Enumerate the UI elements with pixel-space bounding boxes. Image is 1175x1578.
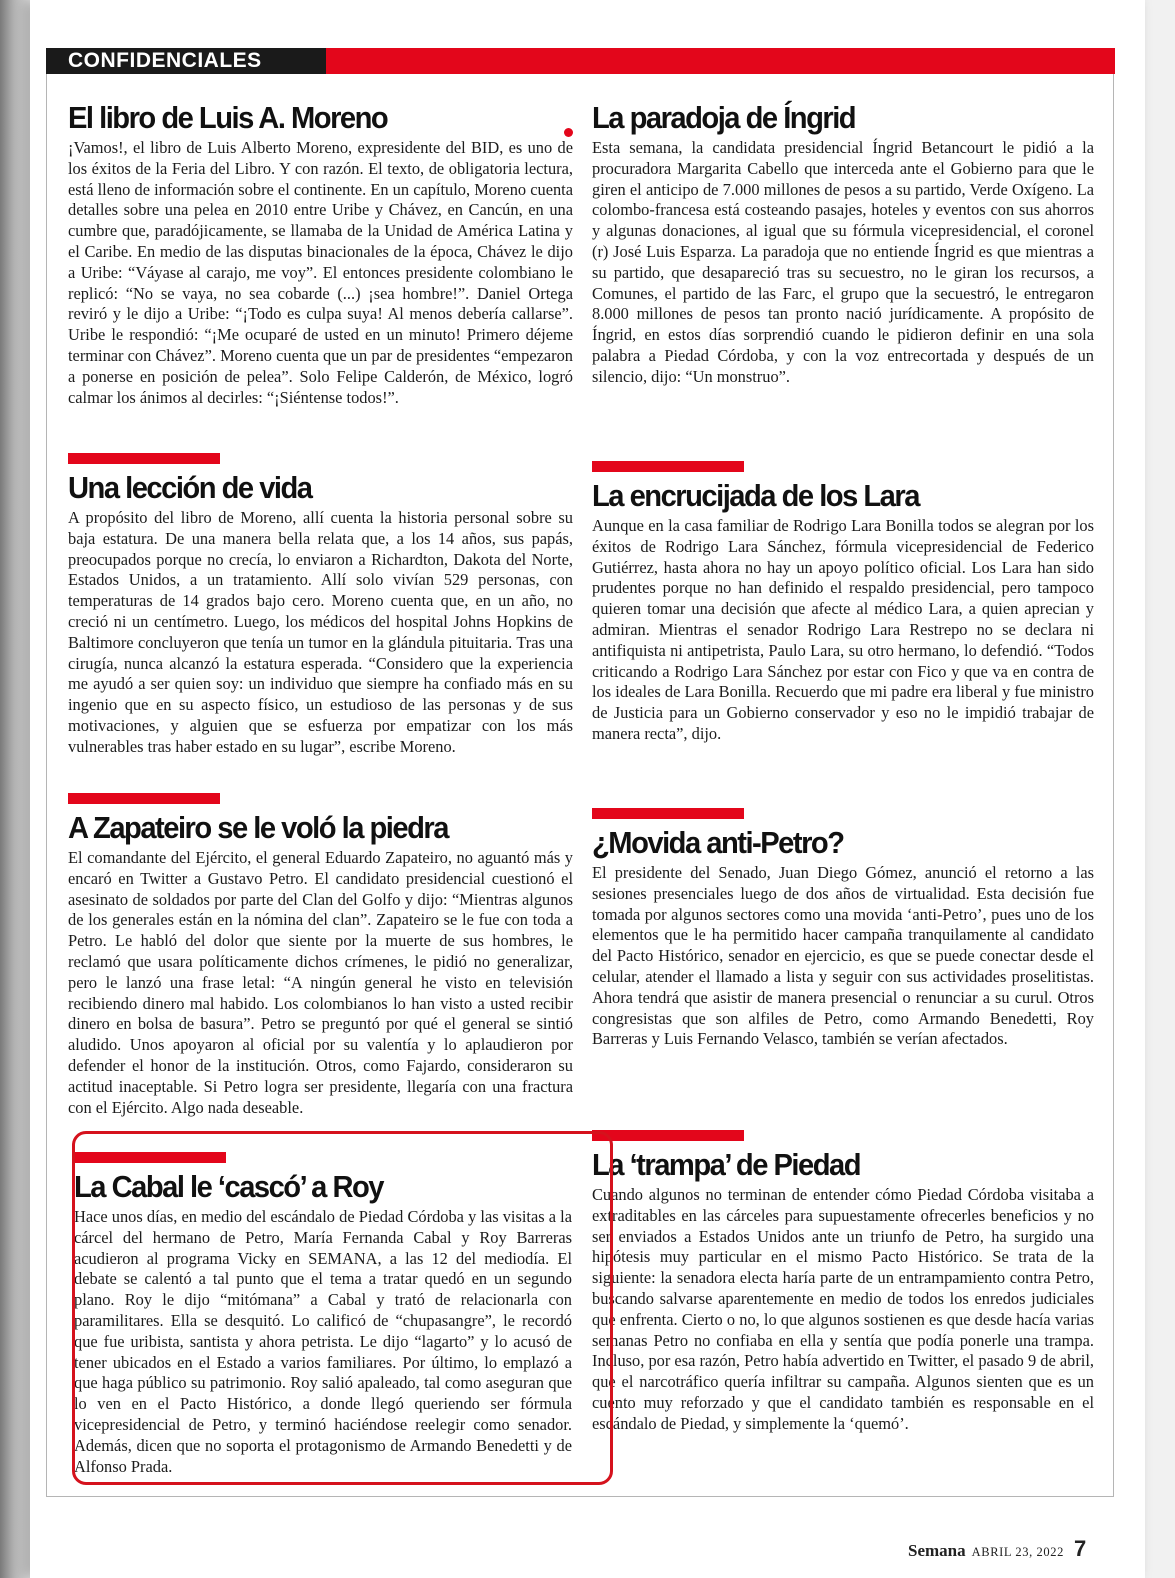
- article-leccion-vida: [68, 453, 573, 758]
- article-paradoja-ingrid: [592, 100, 1094, 388]
- issue-date: ABRIL 23, 2022: [971, 1545, 1064, 1559]
- highlight-box: [72, 1131, 613, 1485]
- article-title: La Cabal le ‘cascó’ a Roy: [74, 1169, 384, 1204]
- article-encrucijada-lara: [592, 461, 1094, 745]
- page-footer: [908, 1536, 1128, 1566]
- article-trampa-piedad: [592, 1130, 1094, 1435]
- magazine-name: Semana: [908, 1541, 966, 1560]
- article-accent-bar: [592, 1130, 744, 1141]
- section-title: CONFIDENCIALES: [46, 48, 326, 74]
- article-body: Cuando algunos no terminan de entender cómo Piedad Córdoba visitaba a extraditables en las cárceles para supuestamente ofrecerles beneficios y no ser enviados a Estados Unidos ante un triunfo de Petro, ha surgido una hipótesis muy particular en el mismo Pacto Histórico. Se trata de la siguiente: la senadora electa haría parte de un entrampamiento contra Petro, buscando salvarse aparentemente en medio de todos los enredos judiciales que enfrenta. Cierto o no, lo que algunos sostienen es que desde hacía varias semanas Petro no confiaba en ella y sentía que podía ponerle una trampa. Incluso, por esa razón, Petro había advertido en Twitter, el pasado 9 de abril, que el narcotráfico quería infiltrar su campaña. Algunos sienten que es un cuento muy reforzado y que el candidato también es responsable en el escándalo de Piedad, y simplemente la ‘quemó’.: [592, 1185, 1094, 1433]
- article-body: ¡Vamos!, el libro de Luis Alberto Moreno, expresidente del BID, es uno de los éxitos de la Feria del Libro. Y con razón. El texto, de obligatoria lectura, está lleno de información sobre el continente. En un capítulo, Moreno cuenta detalles sobre una pelea en 2010 entre Uribe y Chávez, en Cancún, en una cumbre que, paradójicamente, se llamaba de la Unidad de América Latina y el Caribe. En medio de las disputas binacionales de la época, Chávez le dijo a Uribe: “Váyase al carajo, me voy”. El entonces presidente colombiano le replicó: “No se vaya, no sea cobarde (...) ¡sea hombre!”. Daniel Ortega reviró y le dijo a Uribe: “¡Todo es culpa suya! Al menos debería callarse”. Uribe le respondió: “¡Me ocuparé de usted en un minuto! Primero déjeme terminar con Chávez”. Moreno cuenta que un par de presidentes “empezaron a ponerse en posición de pelea”. Solo Felipe Calderón, de México, logró calmar los ánimos al decirles: “¡Siéntense todos!”.: [68, 138, 573, 407]
- article-accent-bar: [592, 808, 744, 819]
- article-body: El presidente del Senado, Juan Diego Gómez, anunció el retorno a las sesiones presenciales luego de dos años de virtualidad. Esta decisión fue tomada por algunos sectores como una movida ‘anti-Petro’, pues uno de los elementos que le ha permitido hacer campaña tranquilamente al candidato del Pacto Histórico, senador en ejercicio, es que se puede conectar desde el celular, atender el llamado a lista y seguir con sus actividades proselitistas. Ahora tendrá que asistir de manera presencial o renunciar a su curul. Otros congresistas que son alfiles de Petro, como Armando Benedetti, Roy Barreras y Luis Fernando Velasco, también se verían afectados.: [592, 863, 1094, 1049]
- article-title: La paradoja de Íngrid: [592, 100, 856, 135]
- article-accent-bar: [68, 793, 220, 804]
- article-zapateiro: [68, 793, 573, 1118]
- article-body: Hace unos días, en medio del escándalo de Piedad Córdoba y las visitas a la cárcel del hermano de Petro, María Fernanda Cabal y Roy Barreras acudieron al programa Vicky en SEMANA, a las 12 del mediodía. El debate se calentó a tal punto que el tema a tratar quedó en un segundo plano. Roy le dijo “mitómana” a Cabal y trató de relacionarla con paramilitares. Ella se desquitó. Lo calificó de “chupasangre”, le recordó que fue uribista, santista y ahora petrista. Le dijo “lagarto” y lo acusó de tener ubicados en el Estado a varios familiares. Por último, lo emplazó a que haga público su patrimonio. Roy salió apaleado, tal como aseguran que lo ven en el Pacto Histórico, a donde llegó queriendo ser fórmula vicepresidencial de Petro, y terminó haciéndose reelegir como senador. Además, dicen que no soporta el protagonismo de Armando Benedetti y de Alfonso Prada.: [74, 1207, 572, 1476]
- article-title: Una lección de vida: [68, 470, 312, 505]
- section-header-bar: [46, 48, 1115, 74]
- article-title: La ‘trampa’ de Piedad: [592, 1147, 861, 1182]
- article-title: ¿Movida anti-Petro?: [592, 825, 844, 860]
- article-libro-moreno: [68, 100, 573, 408]
- page-number: 7: [1073, 1536, 1087, 1561]
- article-title: La encrucijada de los Lara: [592, 478, 919, 513]
- article-accent-bar: [592, 461, 744, 472]
- article-body: El comandante del Ejército, el general Eduardo Zapateiro, no aguantó más y encaró en Twitter a Gustavo Petro. El candidato presidencial cuestionó el asesinato de soldados por parte del Clan del Golfo y dijo: “Mientras algunos de los generales están en la nómina del clan”. Zapateiro se le fue con toda a Petro. Le habló del dolor que siente por la muerte de sus hombres, le reclamó que usara políticamente dichos crímenes, le pidió no generalizar, pero le lanzó una frase letal: “A ningún general he visto en televisión recibiendo dinero mal habido. Los colombianos lo han visto a usted recibir dinero en bolsa de basura”. Petro se preguntó por qué el general se sintió aludido. Unos apoyaron al oficial por su valentía y lo aplaudieron por defender el honor de la institución. Otros, como Fajardo, consideraron su actitud inaceptable. Si Petro logra ser presidente, llegaría con una fractura con el Ejército. Algo nada deseable.: [68, 848, 573, 1117]
- article-title: A Zapateiro se le voló la piedra: [68, 810, 448, 845]
- article-movida-anti-petro: [592, 808, 1094, 1050]
- article-accent-bar: [68, 453, 220, 464]
- article-body: Aunque en la casa familiar de Rodrigo Lara Bonilla todos se alegran por los éxitos de Rodrigo Lara Sánchez, fórmula vicepresidencial de Federico Gutiérrez, hasta ahora no hay un apoyo político oficial. Los Lara han sido prudentes porque no han definido el respaldo presidencial, pero tampoco quieren tomar una decisión que afecte al médico Lara, a quien aprecian y admiran. Mientras el senador Rodrigo Lara Restrepo no se declara ni antifiquista ni antipetrista, Paulo Lara, su otro hermano, lo defendió. “Todos criticando a Rodrigo Lara Sánchez por estar con Fico y que va en contra de los ideales de Lara Bonilla. Recuerdo que mi padre era liberal y fue ministro de Justicia para un Gobierno conservador y eso no le impidió trabajar de manera recta”, dijo.: [592, 516, 1094, 743]
- article-body: Esta semana, la candidata presidencial Íngrid Betancourt le pidió a la procuradora Margarita Cabello que interceda ante el Gobierno para que le giren el anticipo de 7.000 millones de pesos a su partido, Verde Oxígeno. La colombo-francesa está costeando pasajes, hoteles y eventos con sus ahorros y algunas donaciones, al igual que su fórmula vicepresidencial, el coronel (r) José Luis Esparza. La paradoja que no entiende Íngrid es que mientras a su partido, que desapareció tras su secuestro, no le giran los recursos, a Comunes, el partido de las Farc, el grupo que la secuestró, le entregaron 8.000 millones de pesos tan pronto nació jurídicamente. A propósito de Íngrid, en estos días sorprendió cuando le pidieron definir en una sola palabra a Piedad Córdoba, y con la voz entrecortada y después de un silencio, dijo: “Un monstruo”.: [592, 138, 1094, 386]
- article-title: El libro de Luis A. Moreno: [68, 100, 388, 135]
- magazine-page: [30, 0, 1145, 1578]
- article-body: A propósito del libro de Moreno, allí cuenta la historia personal sobre su baja estatura. De una manera bella relata que, a los 14 años, sus papás, preocupados porque no crecía, lo enviaron a Richardton, Dakota del Norte, Estados Unidos, a un tratamiento. Allí solo vivían 529 personas, con temperaturas de 14 grados bajo cero. Moreno cuenta que, en un año, no creció ni un centímetro. Luego, los médicos del hospital Johns Hopkins de Baltimore concluyeron que tenía un tumor en la glándula pituitaria. Tras una cirugía, nunca alcanzó la estatura esperada. “Considero que la experiencia me ayudó a ser quien soy: un individuo que siempre ha confiado más en su ingenio que en su aspecto físico, un estudioso de las personas y de sus motivaciones, y alguien que se esfuerza por empatizar con los más vulnerables tras haber estado en su lugar”, escribe Moreno.: [68, 508, 573, 756]
